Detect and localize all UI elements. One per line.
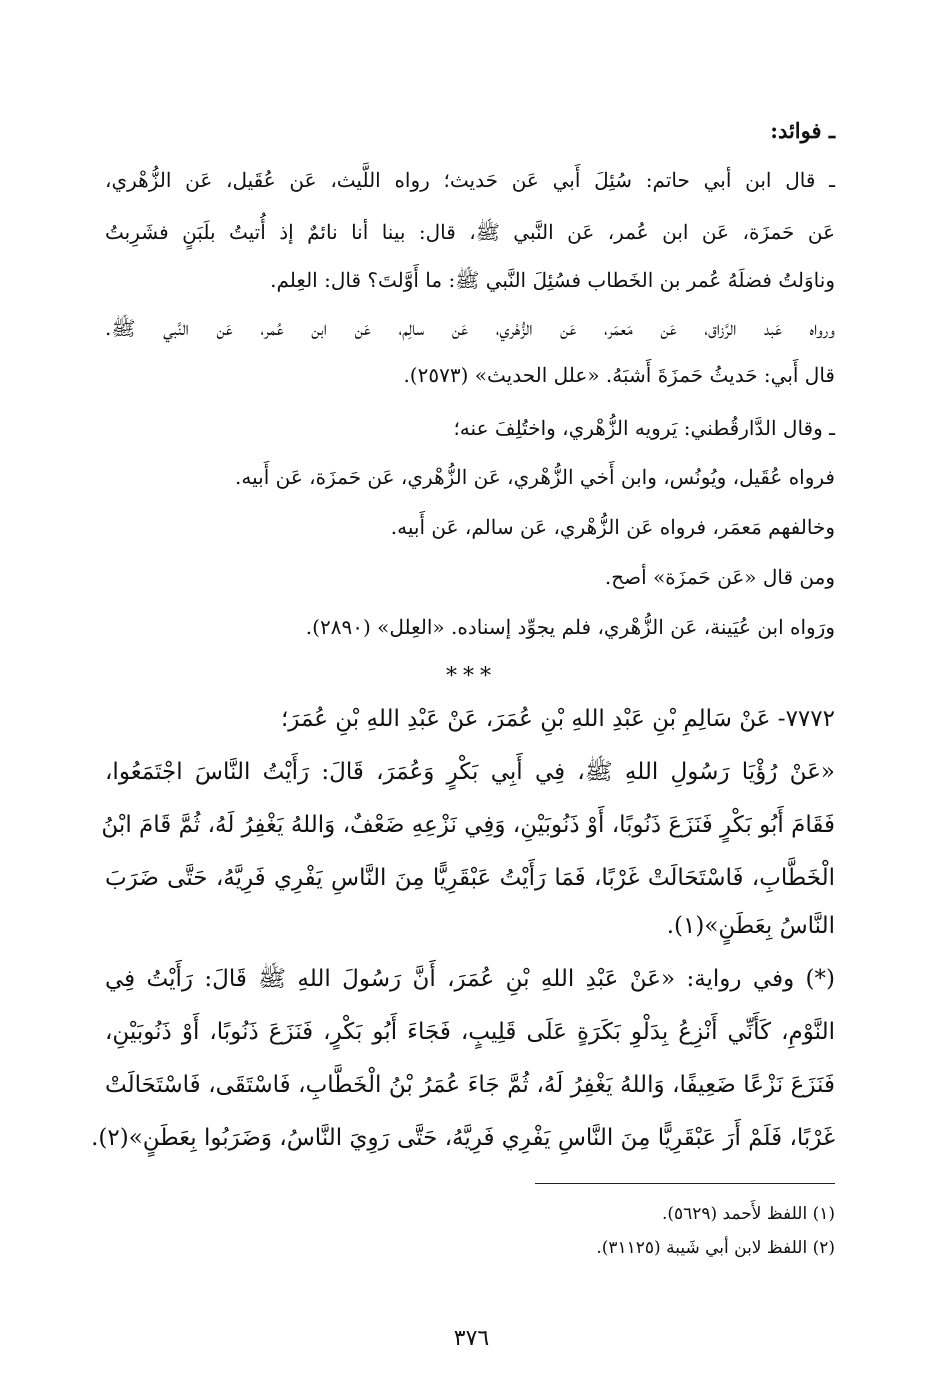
commentary-line: ـ وقال الدَّارقُطني: يَرويه الزُّهْري، واختُلِفَ عنه؛ [453, 416, 835, 440]
commentary-line: فرواه عُقَيل، ويُونُس، وابن أَخي الزُّهْري، عَن الزُّهْري، عَن حَمزَة، عَن أَبيه. [235, 465, 835, 489]
commentary-line: عَن حَمزَة، عَن ابن عُمر، عَن النَّبي ﷺ، قال: بينا أنا نائمٌ إذ أُتيتُ بلَبَنٍ فشَرِبتُ [105, 220, 835, 244]
hadith-line: النَّاسُ بِعَطَنٍ»(١). [666, 913, 835, 939]
commentary-line: وناوَلتُ فضلَهُ عُمر بن الخَطاب فسُئِلَ النَّبي ﷺ: ما أَوَّلتَ؟ قال: العِلم. [270, 268, 835, 292]
hadith-line: الْخَطَّابِ، فَاسْتَحَالَتْ غَرْبًا، فَمَا رَأَيْتُ عَبْقَرِيًّا مِنَ النَّاسِ يَفْرِي فَرِيَّهُ، حَتَّى ضَرَبَ [105, 865, 835, 891]
hadith-line: «عَنْ رُؤْيَا رَسُولِ اللهِ ﷺ، فِي أَبِي بَكْرٍ وَعُمَرَ، قَالَ: رَأَيْتُ النَّاسَ اجْتَمَعُوا، [105, 759, 835, 785]
footnote: (٢) اللفظ لابن أبي شَيبة (٣١١٢٥). [596, 1238, 835, 1258]
hadith-line: (*) وفي رواية: «عَنْ عَبْدِ اللهِ بْنِ عُمَرَ، أَنَّ رَسُولَ اللهِ ﷺ قَالَ: رَأَيْتُ فِي [105, 966, 835, 992]
hadith-line: فَقَامَ أَبُو بَكْرٍ فَنَزَعَ ذَنُوبًا، أَوْ ذَنُوبَيْنِ، وَفِي نَزْعِهِ ضَعْفٌ، وَاللهُ يَغْفِرُ لَهُ، ثُمَّ قَامَ ابْنُ [101, 812, 835, 838]
footnote: (١) اللفظ لأَحمد (٥٦٢٩). [661, 1204, 835, 1224]
commentary-line: وخالفهم مَعمَر، فرواه عَن الزُّهْري، عَن سالم، عَن أَبيه. [390, 515, 835, 539]
footnote-divider [535, 1183, 835, 1184]
commentary-line: ومن قال «عَن حَمزَة» أصح. [604, 565, 835, 589]
hadith-line: فَنَزَعَ نَزْعًا ضَعِيفًا، وَاللهُ يَغْفِرُ لَهُ، ثُمَّ جَاءَ عُمَرُ بْنُ الْخَطَّابِ، فَاسْتَقَى، فَاسْتَحَالَتْ [105, 1072, 835, 1098]
hadith-line: ٧٧٧٢- عَنْ سَالِمِ بْنِ عَبْدِ اللهِ بْنِ عُمَرَ، عَنْ عَبْدِ اللهِ بْنِ عُمَرَ؛ [280, 706, 835, 732]
hadith-line: النَّوْمِ، كَأَنِّي أَنْزِعُ بِدَلْوِ بَكَرَةٍ عَلَى قَلِيبٍ، فَجَاءَ أَبُو بَكْرٍ، فَنَزَعَ ذَنُوبًا، أَوْ ذَنُوبَيْنِ، [105, 1019, 835, 1045]
commentary-line: ورواه عَبد الرَّزاق، عَن مَعمَر، عَن الزُّهْري، عَن سالِم، عَن ابن عُمر، عَن النَّبي ﷺ. [105, 316, 835, 340]
section-separator: *** [446, 664, 497, 689]
commentary-line: ـ قال ابن أبي حاتم: سُئِلَ أَبي عَن حَديث؛ رواه اللَّيث، عَن عُقَيل، عَن الزُّهْري، [105, 168, 835, 192]
commentary-line: ورَواه ابن عُيَينة، عَن الزُّهْري، فلم يجوِّد إسناده. «العِلل» (٢٨٩٠). [305, 615, 835, 639]
hadith-line: غَرْبًا، فَلَمْ أَرَ عَبْقَرِيًّا مِنَ النَّاسِ يَفْرِي فَرِيَّهُ، حَتَّى رَوِيَ النَّاسُ، وَضَرَبُوا بِعَطَنٍ»(٢). [91, 1125, 835, 1151]
page-number: ٣٧٦ [453, 1326, 490, 1351]
commentary-line: قال أَبي: حَديثُ حَمزَةَ أَشبَهُ. «علل الحديث» (٢٥٧٣). [403, 363, 835, 387]
section-heading: ـ فوائد: [770, 118, 835, 143]
